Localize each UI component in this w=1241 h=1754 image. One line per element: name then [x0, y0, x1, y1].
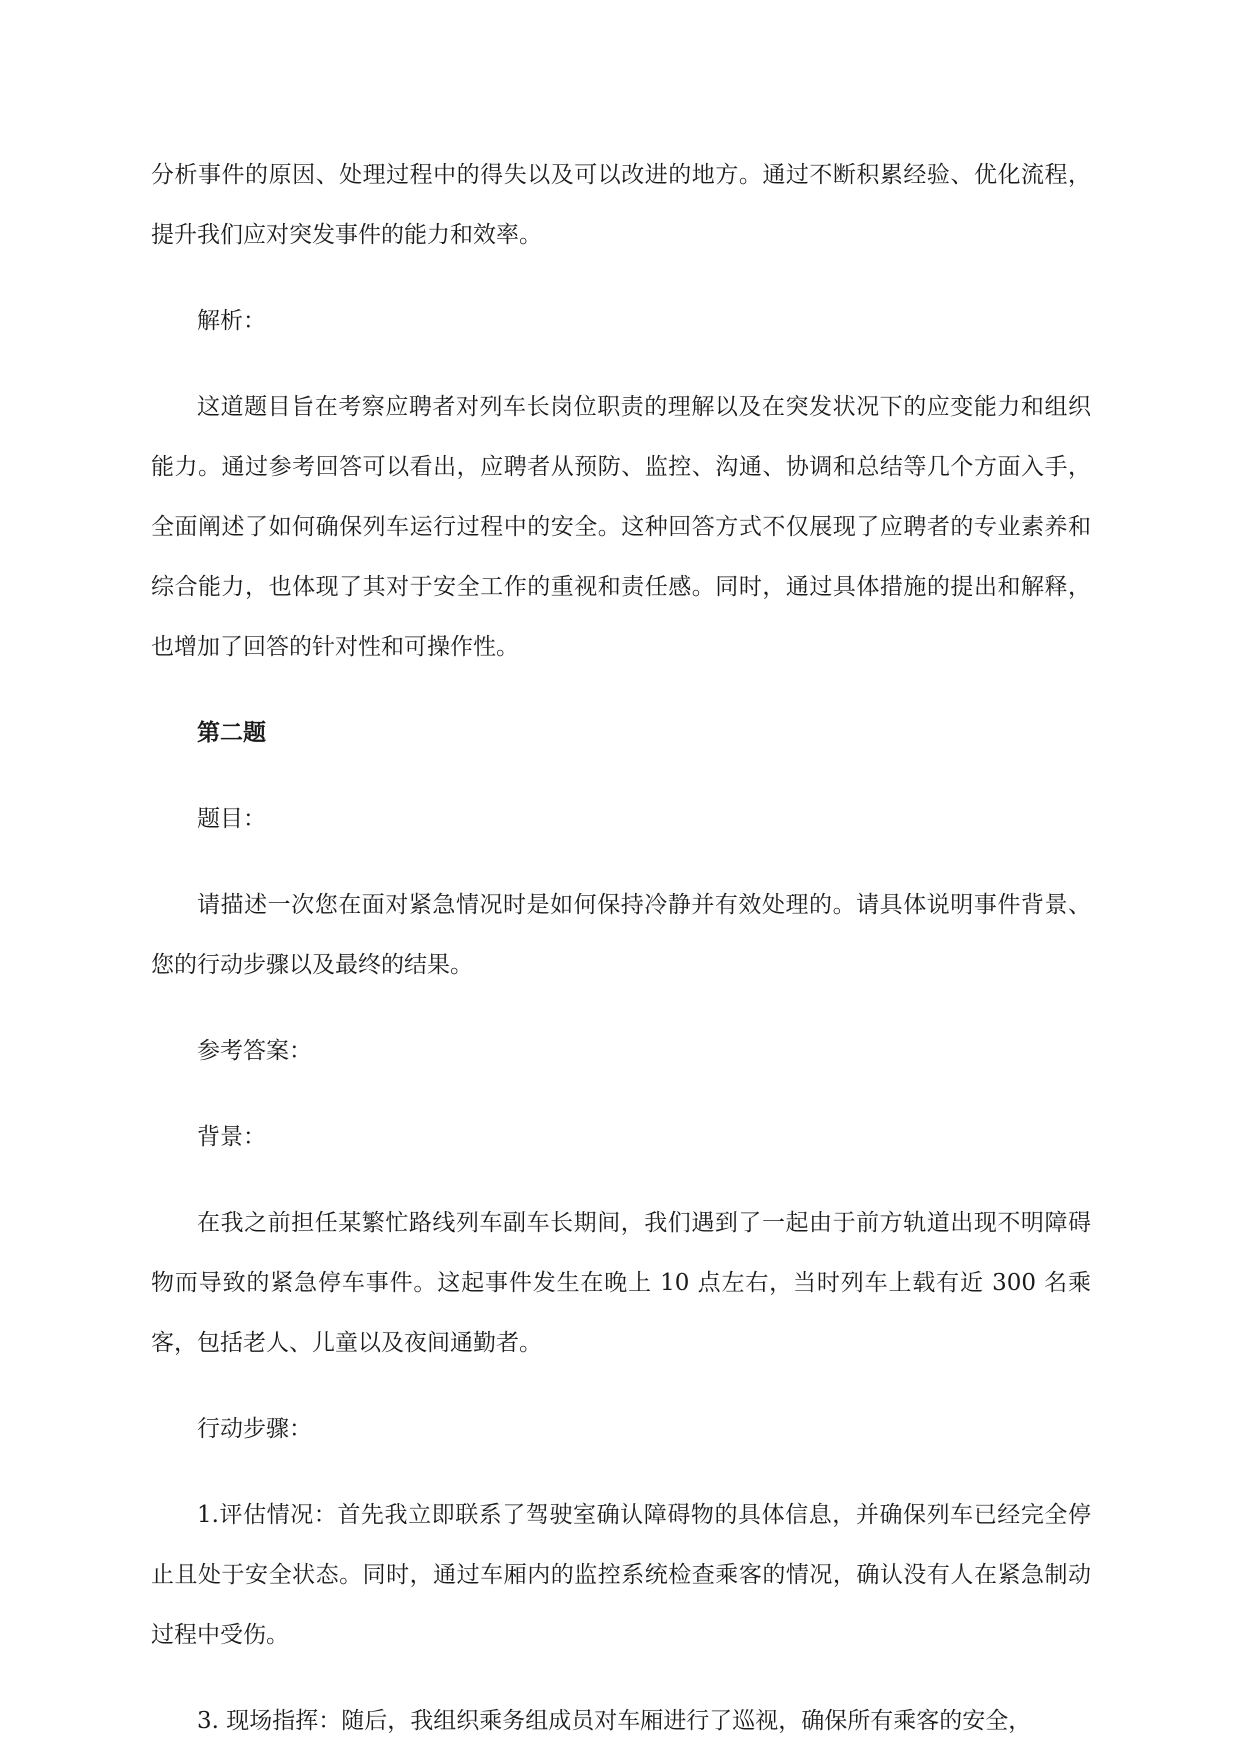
- paragraph-question-text: 请描述一次您在面对紧急情况时是如何保持冷静并有效处理的。请具体说明事件背景、您的行动步骤以及最终的结果。: [151, 892, 1091, 978]
- section-heading-question-two: 第二题: [197, 719, 266, 746]
- paragraph-step-assess: 1.评估情况：首先我立即联系了驾驶室确认障碍物的具体信息，并确保列车已经完全停止且处于安全状态。同时，通过车厢内的监控系统检查乘客的情况，确认没有人在紧急制动过程中受伤。: [151, 1502, 1091, 1648]
- paragraph-background-label: 背景：: [197, 1124, 266, 1150]
- document-body: [151, 145, 1091, 1751]
- paragraph-action-steps-label: 行动步骤：: [197, 1416, 312, 1442]
- paragraph-timu-label: 题目：: [197, 806, 266, 832]
- paragraph-reference-answer-label: 参考答案：: [197, 1038, 312, 1064]
- paragraph-analysis-continued: 分析事件的原因、处理过程中的得失以及可以改进的地方。通过不断积累经验、优化流程，提升我们应对突发事件的能力和效率。: [151, 162, 1091, 248]
- paragraph-jiexi-label: 解析：: [197, 308, 266, 334]
- paragraph-background-body: 在我之前担任某繁忙路线列车副车长期间，我们遇到了一起由于前方轨道出现不明障碍物而导致的紧急停车事件。这起事件发生在晚上 10 点左右，当时列车上载有近 300 名乘客，包括老人、儿童以及夜间通勤者。: [151, 1210, 1091, 1356]
- paragraph-jiexi-body: 这道题目旨在考察应聘者对列车长岗位职责的理解以及在突发状况下的应变能力和组织能力。通过参考回答可以看出，应聘者从预防、监控、沟通、协调和总结等几个方面入手，全面阐述了如何确保列车运行过程中的安全。这种回答方式不仅展现了应聘者的专业素养和综合能力，也体现了其对于安全工作的重视和责任感。同时，通过具体措施的提出和解释，也增加了回答的针对性和可操作性。: [151, 394, 1091, 660]
- paragraph-step-command: 3. 现场指挥：随后，我组织乘务组成员对车厢进行了巡视，确保所有乘客的安全，: [197, 1708, 1032, 1734]
